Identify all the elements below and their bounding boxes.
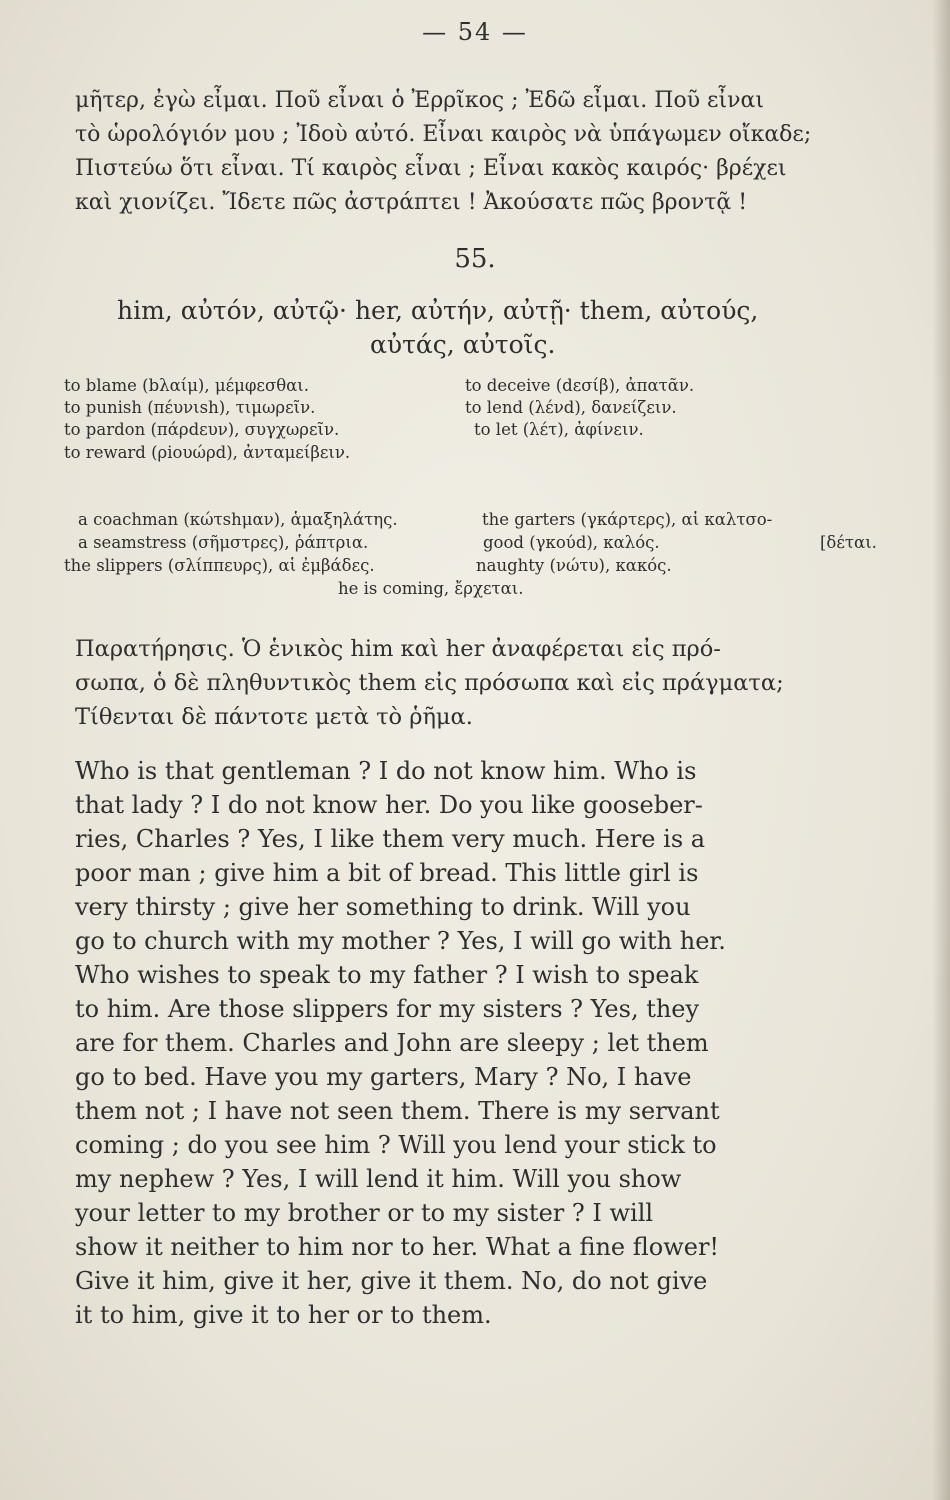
exercise-line: Who is that gentleman ? I do not know him. Who is [75, 757, 697, 785]
noun-item: naughty (νώτυ), κακός. [476, 556, 672, 575]
exercise-line: Give it him, give it her, give it them. No, do not give [75, 1267, 708, 1295]
pronoun-heading: him, αὐτόν, αὐτῷ· her, αὐτήν, αὐτῇ· them, αὐτούς, [117, 296, 759, 325]
exercise-line: it to him, give it to her or to them. [75, 1301, 492, 1329]
observation-line: Τίθενται δὲ πάντοτε μετὰ τὸ ῥῆμα. [75, 704, 473, 730]
pronoun-heading-cont: αὐτάς, αὐτοῖς. [370, 330, 556, 359]
page-edge-shadow [932, 0, 950, 1500]
observation-line: σωπα, ὁ δὲ πληθυντικὸς them εἰς πρόσωπα καὶ εἰς πράγματα; [75, 670, 784, 696]
exercise-line: go to church with my mother ? Yes, I will go with her. [75, 927, 726, 955]
noun-item: good (γκούd), καλός. [483, 533, 660, 552]
noun-item: the garters (γκάρτερς), αἱ καλτσο- [482, 510, 773, 529]
exercise-line: my nephew ? Yes, I will lend it him. Will you show [75, 1165, 682, 1193]
exercise-line: go to bed. Have you my garters, Mary ? No, I have [75, 1063, 692, 1091]
page-number: — 54 — [422, 18, 528, 46]
greek-line: καὶ χιονίζει. Ἴδετε πῶς ἀστράπτει ! Ἀκούσατε πῶς βροντᾷ ! [75, 190, 748, 215]
vocab-item: to let (λέτ), ἀφίνειν. [474, 420, 644, 439]
noun-item-continuation: [δέται. [820, 533, 877, 552]
greek-line: τὸ ὡρολόγιόν μου ; Ἰδοὺ αὐτό. Εἶναι καιρὸς νὰ ὑπάγωμεν οἴκαδε; [75, 122, 812, 147]
greek-line: μῆτερ, ἐγὼ εἶμαι. Ποῦ εἶναι ὁ Ἐρρῖκος ; Ἐδῶ εἶμαι. Ποῦ εἶναι [75, 88, 764, 113]
lesson-number: 55. [454, 244, 496, 274]
vocab-item: to blame (bλαίμ), μέμφεσθαι. [64, 376, 310, 395]
exercise-line: your letter to my brother or to my sister ? I will [75, 1199, 654, 1227]
noun-item: a coachman (κώτshμαν), ἁμαξηλάτης. [78, 510, 398, 529]
exercise-line: them not ; I have not seen them. There is my servant [75, 1097, 720, 1125]
exercise-line: to him. Are those slippers for my sisters ? Yes, they [75, 995, 700, 1023]
exercise-line: very thirsty ; give her something to drink. Will you [75, 893, 691, 921]
vocab-item: to reward (ρiουώρd), ἀνταμείβειν. [64, 443, 351, 462]
noun-item: he is coming, ἔρχεται. [338, 579, 524, 598]
exercise-line: ries, Charles ? Yes, I like them very much. Here is a [75, 825, 706, 853]
exercise-line: Who wishes to speak to my father ? I wish to speak [75, 961, 699, 989]
noun-item: a seamstress (σῆμστρες), ῥάπτρια. [78, 533, 369, 552]
exercise-line: are for them. Charles and John are sleepy ; let them [75, 1029, 709, 1057]
exercise-line: show it neither to him nor to her. What a fine flower! [75, 1233, 720, 1261]
observation-line: Παρατήρησις. Ὁ ἑνικὸς him καὶ her ἀναφέρεται εἰς πρό- [75, 636, 721, 662]
vocab-item: to punish (πέυνιsh), τιμωρεῖν. [64, 398, 316, 417]
vocab-item: to deceive (dεσίβ), ἀπατᾶν. [465, 376, 695, 395]
noun-item: the slippers (σλίππευρς), αἱ ἐμβάδες. [64, 556, 375, 575]
vocab-item: to pardon (πάρdευν), συγχωρεῖν. [64, 420, 340, 439]
vocab-item: to lend (λένd), δανείζειν. [465, 398, 677, 417]
exercise-line: poor man ; give him a bit of bread. This little girl is [75, 859, 699, 887]
exercise-line: coming ; do you see him ? Will you lend your stick to [75, 1131, 717, 1159]
greek-line: Πιστεύω ὅτι εἶναι. Τί καιρὸς εἶναι ; Εἶναι κακὸς καιρός· βρέχει [75, 156, 787, 181]
exercise-line: that lady ? I do not know her. Do you like gooseber- [75, 791, 703, 819]
